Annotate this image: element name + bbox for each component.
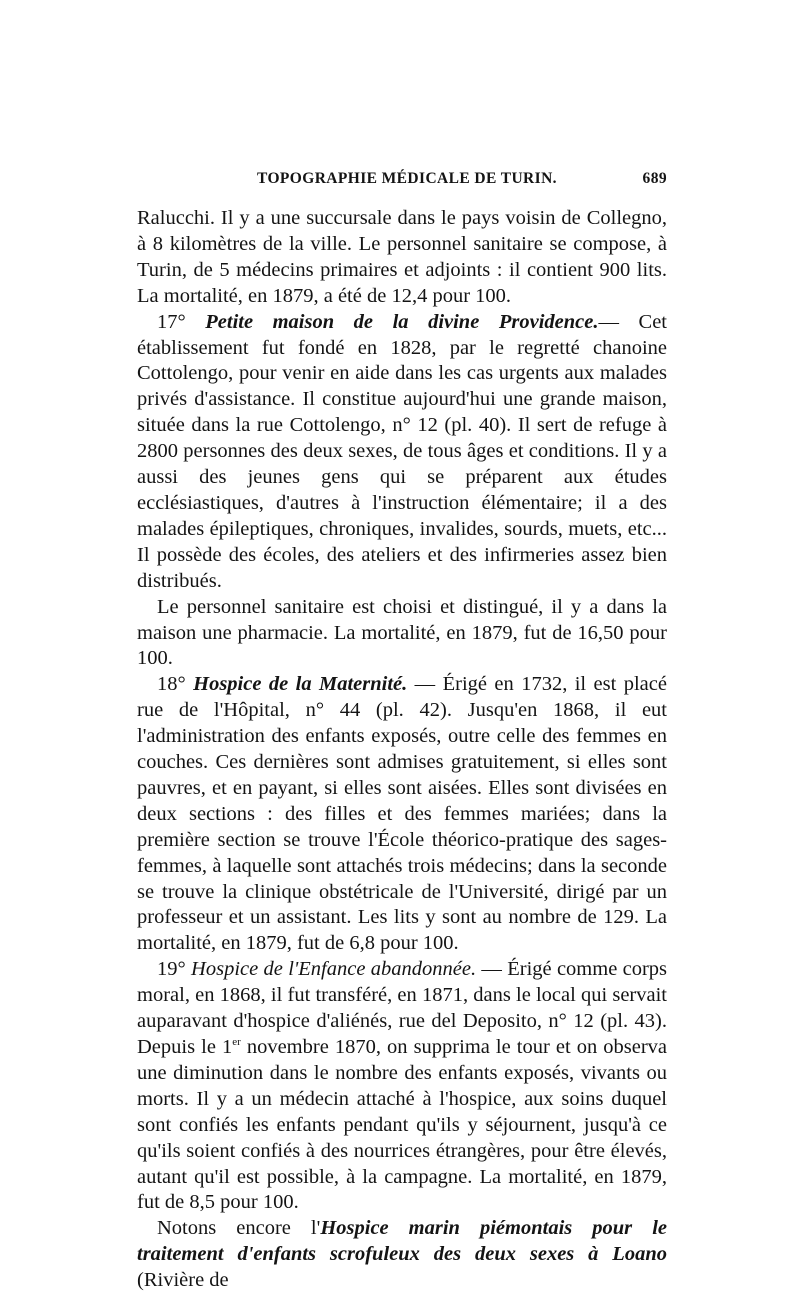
text-run: novembre 1870, on supprima le tour et on observa une diminution dans le nombre des enfants exposés, vivants ou morts. Il y a un médecin attaché à l'hospice, aux soins duquel sont confiés les enfants pendant qu'ils y séjournent, jusqu'à ce qu'ils soient confiés à des nourrices étrangères, pour être élevés, autant qu'il est possible, à la campagne. La mortalité, en 1879, fut de 8,5 pour 100. <box>137 1036 667 1214</box>
text-run: Notons encore l' <box>157 1217 321 1240</box>
paragraph <box>137 672 667 957</box>
paragraph <box>137 1216 667 1294</box>
text-run: — Érigé comme corps moral, en 1868, il fut transféré, en 1871, dans le local qui servait auparavant d'hospice d'aliénés, rue del Deposito, n° 12 (pl. 43). Depuis le 1 <box>137 958 668 1058</box>
paragraph <box>137 206 667 310</box>
running-head <box>137 170 667 192</box>
text-run: 18° <box>157 673 194 696</box>
running-title: TOPOGRAPHIE MÉDICALE DE TURIN. <box>257 170 557 187</box>
text-run: — Érigé en 1732, il est placé rue de l'Hôpital, n° 44 (pl. 42). Jusqu'en 1868, il eut l'administration des enfants exposés, outre celle des femmes en couches. Ces dernières sont admises gratuitement, si elles sont pauvres, et en payant, si elles sont aisées. Elles sont divisées en deux sections : des filles et des femmes mariées; dans la première section se trouve l'École théorico-pratique des sages-femmes, à laquelle sont attachés trois médecins; dans la seconde se trouve la clinique obstétricale de l'Université, dirigé par un professeur et un assistant. Les lits y sont au nombre de 129. La mortalité, en 1879, fut de 6,8 pour 100. <box>137 673 667 955</box>
page-number: 689 <box>642 170 667 187</box>
text-run: 19° <box>157 958 192 981</box>
superscript: er <box>232 1036 241 1049</box>
text-run: 17° <box>157 310 206 333</box>
text-run: (Rivière de <box>137 1269 229 1292</box>
body-text <box>137 206 667 1294</box>
paragraph <box>137 957 667 1216</box>
text-run: Le personnel sanitaire est choisi et distingué, il y a dans la maison une pharmacie. La mortalité, en 1879, fut de 16,50 pour 100. <box>137 595 667 670</box>
text-run: — Cet établissement fut fondé en 1828, par le regretté chanoine Cottolengo, pour venir en aide dans les cas urgents aux malades privés d'assistance. Il constitue aujourd'hui une grande maison, située dans la rue Cottolengo, n° 12 (pl. 40). Il sert de refuge à 2800 personnes des deux sexes, de tous âges et conditions. Il y a aussi des jeunes gens qui se préparent aux études ecclésiastiques, d'autres à l'instruction élémentaire; il a des malades épileptiques, chroniques, invalides, sourds, muets, etc... Il possède des écoles, des ateliers et des infirmeries assez bien distribués. <box>137 310 668 592</box>
book-page <box>137 170 667 1294</box>
italic-title: Hospice marin piémontais pour le traitement d'enfants scrofuleux des deux sexes à Loano <box>137 1217 667 1266</box>
italic-title: Hospice de l'Enfance abandonnée. <box>191 958 477 981</box>
paragraph <box>137 595 667 673</box>
italic-title: Petite maison de la divine Providence. <box>205 310 599 333</box>
italic-title: Hospice de la Maternité. <box>193 673 408 696</box>
text-run: Ralucchi. Il y a une succursale dans le pays voisin de Collegno, à 8 kilomètres de la ville. Le personnel sanitaire se compose, à Turin, de 5 médecins primaires et adjoints : il contient 900 lits. La mortalité, en 1879, a été de 12,4 pour 100. <box>137 207 667 307</box>
paragraph <box>137 310 667 595</box>
